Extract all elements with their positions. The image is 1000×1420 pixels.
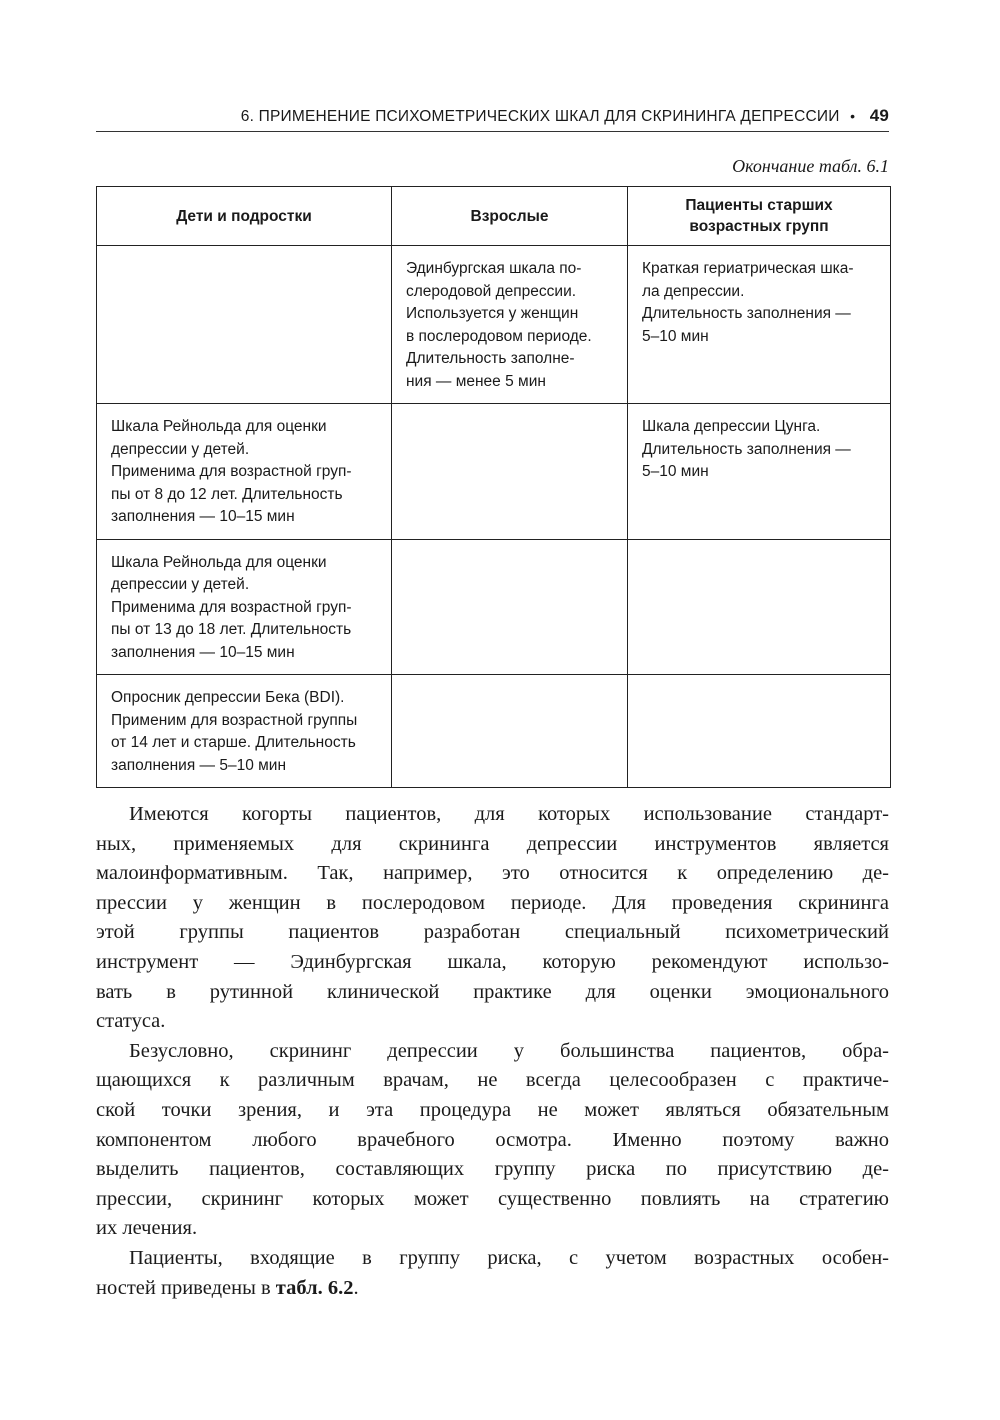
text-line xyxy=(96,1274,889,1304)
paragraph xyxy=(96,800,889,1037)
text-line-content: прессии, скрининг которых может существенно повлиять на стратегию xyxy=(96,1187,889,1210)
text-line xyxy=(96,859,889,889)
cell-text-line: Длительность заполнения — xyxy=(642,440,851,458)
cell-text-line: в послеродовом периоде. xyxy=(406,327,592,345)
cell-text-line: слеродовой депрессии. xyxy=(406,282,577,300)
table-cell xyxy=(392,246,628,404)
cell-text-line: Длительность заполне- xyxy=(406,350,575,367)
depression-scales-table xyxy=(96,186,891,788)
cell-text-line: Применим для возрастной группы xyxy=(111,711,358,729)
text-line xyxy=(96,1007,889,1037)
table-cell xyxy=(628,539,891,675)
cell-text-line: Шкала депрессии Цунга. xyxy=(642,418,821,435)
cell-text-line: 5–10 мин xyxy=(642,327,709,345)
cell-text-line: пы от 13 до 18 лет. Длительность xyxy=(111,621,352,638)
paragraph xyxy=(96,1244,889,1303)
text-line-content: Безусловно, скрининг депрессии у большинства пациентов, обра- xyxy=(129,1039,889,1062)
cell-text-line: заполнения — 10–15 мин xyxy=(111,508,295,525)
text-line xyxy=(96,948,889,978)
table-reference[interactable]: табл. 6.2 xyxy=(275,1276,354,1299)
table-cell xyxy=(628,675,891,788)
text-line-content: выделить пациентов, составляющих группу риска по присутствию де- xyxy=(96,1158,889,1181)
text-line-content: статуса. xyxy=(96,1010,166,1033)
running-header xyxy=(96,104,889,132)
cell-text-line: Взрослые xyxy=(470,207,549,225)
text-line xyxy=(96,800,889,830)
text-line xyxy=(96,1244,889,1274)
header-bullet: • xyxy=(850,108,856,124)
paragraph xyxy=(96,1037,889,1244)
cell-text-line: Пациенты старших xyxy=(685,197,833,214)
cell-text-line: Шкала Рейнольда для оценки xyxy=(111,418,327,435)
table-cell xyxy=(97,404,392,540)
text-line-content: щающихся к различным врачам, не всегда целесообразен с практиче- xyxy=(96,1069,889,1092)
text-line xyxy=(96,978,889,1008)
text-line-content: Имеются когорты пациентов, для которых использование стандарт- xyxy=(129,803,889,825)
chapter-title: 6. ПРИМЕНЕНИЕ ПСИХОМЕТРИЧЕСКИХ ШКАЛ ДЛЯ СКРИНИНГА ДЕПРЕССИИ xyxy=(240,108,840,125)
cell-text-line: депрессии у детей. xyxy=(111,576,250,593)
column-header-elderly xyxy=(628,187,891,246)
cell-text-line: Опросник депрессии Бека (BDI). xyxy=(111,689,345,706)
cell-text-line: ла депрессии. xyxy=(642,282,745,300)
text-line xyxy=(96,889,889,919)
text-line-tail: . xyxy=(353,1276,359,1299)
table-caption: Окончание табл. 6.1 xyxy=(732,156,889,176)
cell-text-line: пы от 8 до 12 лет. Длительность xyxy=(111,485,343,503)
cell-text-line: Дети и подростки xyxy=(176,207,312,225)
table-cell xyxy=(97,246,392,404)
table-row xyxy=(97,539,891,675)
table-cell xyxy=(97,675,392,788)
cell-text-line: Краткая гериатрическая шка- xyxy=(642,260,854,277)
text-line-content: вать в рутинной клинической практике для оценки эмоционального xyxy=(96,980,889,1003)
table-cell xyxy=(392,675,628,788)
cell-text-line: Шкала Рейнольда для оценки xyxy=(111,553,327,571)
text-line-content: малоинформативным. Так, например, это относится к определению де- xyxy=(96,862,889,885)
cell-text-line: Длительность заполнения — xyxy=(642,305,851,322)
text-line-content: инструмент — Эдинбургская шкала, которую рекомендуют использо- xyxy=(96,950,889,973)
page-number: 49 xyxy=(869,106,889,125)
table-row xyxy=(97,246,891,404)
body-text xyxy=(96,800,889,1303)
text-line-content: ностей приведены в xyxy=(96,1276,271,1299)
column-header-adults xyxy=(392,187,628,246)
text-line-content: компонентом любого врачебного осмотра. Именно поэтому важно xyxy=(96,1128,889,1151)
cell-text-line: заполнения — 5–10 мин xyxy=(111,756,287,774)
text-line-content: прессии у женщин в послеродовом периоде. Для проведения скрининга xyxy=(96,891,889,914)
cell-text-line: ния — менее 5 мин xyxy=(406,372,546,390)
text-line xyxy=(96,918,889,948)
text-line xyxy=(96,1214,889,1244)
text-line-content: этой группы пациентов разработан специальный психометрический xyxy=(96,921,889,944)
cell-text-line: депрессии у детей. xyxy=(111,440,250,458)
table-cell xyxy=(392,539,628,675)
table-header-row xyxy=(97,187,891,246)
text-line-content: ской точки зрения, и эта процедура не может являться обязательным xyxy=(96,1098,889,1121)
text-line-content: Пациенты, входящие в группу риска, с учетом возрастных особен- xyxy=(129,1246,889,1269)
table-cell xyxy=(392,404,628,540)
cell-text-line: возрастных групп xyxy=(689,218,829,235)
table-row xyxy=(97,675,891,788)
text-line xyxy=(96,1185,889,1215)
table-cell xyxy=(628,404,891,540)
cell-text-line: Применима для возрастной груп- xyxy=(111,598,352,616)
cell-text-line: 5–10 мин xyxy=(642,463,709,480)
text-line xyxy=(96,1066,889,1096)
text-line xyxy=(96,1096,889,1126)
text-line xyxy=(96,830,889,860)
cell-text-line: Применима для возрастной груп- xyxy=(111,463,352,480)
text-line-content: ных, применяемых для скрининга депрессии инструментов является xyxy=(96,832,889,855)
column-header-children xyxy=(97,187,392,246)
cell-text-line: Эдинбургская шкала по- xyxy=(406,260,582,277)
table-cell xyxy=(97,539,392,675)
text-line xyxy=(96,1155,889,1185)
text-line xyxy=(96,1037,889,1067)
text-line-content: их лечения. xyxy=(96,1217,198,1240)
text-line xyxy=(96,1126,889,1156)
table-cell xyxy=(628,246,891,404)
cell-text-line: заполнения — 10–15 мин xyxy=(111,643,295,661)
cell-text-line: Используется у женщин xyxy=(406,305,579,322)
table-row xyxy=(97,404,891,540)
cell-text-line: от 14 лет и старше. Длительность xyxy=(111,734,356,751)
